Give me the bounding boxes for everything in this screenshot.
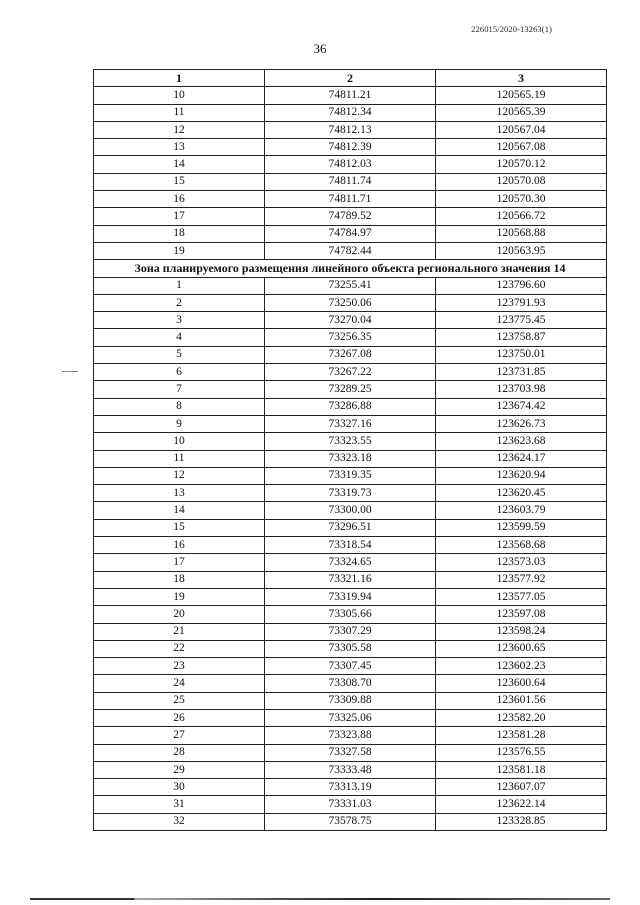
table-row <box>94 346 607 363</box>
point-number-cell: 32 <box>94 813 265 830</box>
y-coordinate-cell: 123599.59 <box>436 519 607 536</box>
x-coordinate-cell: 73270.04 <box>265 312 436 329</box>
table-row <box>94 658 607 675</box>
y-coordinate-cell: 120567.08 <box>436 139 607 156</box>
column-header-x: 2 <box>265 70 436 87</box>
table-row <box>94 156 607 173</box>
point-number-cell: 13 <box>94 139 265 156</box>
x-coordinate-cell: 73255.41 <box>265 277 436 294</box>
x-coordinate-cell: 73323.88 <box>265 727 436 744</box>
x-coordinate-cell: 73267.08 <box>265 346 436 363</box>
x-coordinate-cell: 73256.35 <box>265 329 436 346</box>
x-coordinate-cell: 73307.45 <box>265 658 436 675</box>
x-coordinate-cell: 74784.97 <box>265 225 436 242</box>
x-coordinate-cell: 73331.03 <box>265 796 436 813</box>
table-row <box>94 796 607 813</box>
table-row <box>94 727 607 744</box>
table-row <box>94 537 607 554</box>
section-title-row <box>94 260 607 277</box>
point-number-cell: 16 <box>94 191 265 208</box>
point-number-cell: 14 <box>94 156 265 173</box>
table-row <box>94 761 607 778</box>
y-coordinate-cell: 123576.55 <box>436 744 607 761</box>
x-coordinate-cell: 73321.16 <box>265 571 436 588</box>
table-row <box>94 312 607 329</box>
x-coordinate-cell: 73578.75 <box>265 813 436 830</box>
y-coordinate-cell: 123581.28 <box>436 727 607 744</box>
table-row <box>94 173 607 190</box>
table-row <box>94 588 607 605</box>
y-coordinate-cell: 123731.85 <box>436 364 607 381</box>
point-number-cell: 10 <box>94 87 265 104</box>
point-number-cell: 16 <box>94 537 265 554</box>
y-coordinate-cell: 123624.17 <box>436 450 607 467</box>
y-coordinate-cell: 120563.95 <box>436 242 607 259</box>
y-coordinate-cell: 123796.60 <box>436 277 607 294</box>
y-coordinate-cell: 123577.05 <box>436 588 607 605</box>
x-coordinate-cell: 73267.22 <box>265 364 436 381</box>
table-row <box>94 415 607 432</box>
x-coordinate-cell: 73305.58 <box>265 640 436 657</box>
y-coordinate-cell: 120570.30 <box>436 191 607 208</box>
table-row <box>94 485 607 502</box>
table-row <box>94 554 607 571</box>
table-row <box>94 104 607 121</box>
point-number-cell: 22 <box>94 640 265 657</box>
table-row <box>94 675 607 692</box>
x-coordinate-cell: 73333.48 <box>265 761 436 778</box>
table-row <box>94 450 607 467</box>
y-coordinate-cell: 123620.94 <box>436 467 607 484</box>
y-coordinate-cell: 123775.45 <box>436 312 607 329</box>
table-row <box>94 139 607 156</box>
y-coordinate-cell: 123703.98 <box>436 381 607 398</box>
point-number-cell: 3 <box>94 312 265 329</box>
table-row <box>94 623 607 640</box>
y-coordinate-cell: 123573.03 <box>436 554 607 571</box>
point-number-cell: 28 <box>94 744 265 761</box>
x-coordinate-cell: 74812.13 <box>265 121 436 138</box>
point-number-cell: 18 <box>94 225 265 242</box>
x-coordinate-cell: 73286.88 <box>265 398 436 415</box>
table-row <box>94 502 607 519</box>
x-coordinate-cell: 74811.71 <box>265 191 436 208</box>
y-coordinate-cell: 123328.85 <box>436 813 607 830</box>
y-coordinate-cell: 120565.39 <box>436 104 607 121</box>
x-coordinate-cell: 73296.51 <box>265 519 436 536</box>
y-coordinate-cell: 123607.07 <box>436 779 607 796</box>
y-coordinate-cell: 123750.01 <box>436 346 607 363</box>
point-number-cell: 17 <box>94 554 265 571</box>
y-coordinate-cell: 123620.45 <box>436 485 607 502</box>
table-row <box>94 692 607 709</box>
table-row <box>94 398 607 415</box>
margin-mark <box>62 371 78 372</box>
point-number-cell: 31 <box>94 796 265 813</box>
table-row <box>94 519 607 536</box>
point-number-cell: 2 <box>94 294 265 311</box>
x-coordinate-cell: 73318.54 <box>265 537 436 554</box>
table-row <box>94 640 607 657</box>
x-coordinate-cell: 73323.55 <box>265 433 436 450</box>
y-coordinate-cell: 123622.14 <box>436 796 607 813</box>
y-coordinate-cell: 123791.93 <box>436 294 607 311</box>
y-coordinate-cell: 123674.42 <box>436 398 607 415</box>
y-coordinate-cell: 123623.68 <box>436 433 607 450</box>
point-number-cell: 24 <box>94 675 265 692</box>
table-header-row <box>94 70 607 87</box>
table-row <box>94 709 607 726</box>
table-row <box>94 381 607 398</box>
y-coordinate-cell: 123758.87 <box>436 329 607 346</box>
point-number-cell: 12 <box>94 121 265 138</box>
y-coordinate-cell: 123600.65 <box>436 640 607 657</box>
table-row <box>94 225 607 242</box>
x-coordinate-cell: 73319.35 <box>265 467 436 484</box>
y-coordinate-cell: 123600.64 <box>436 675 607 692</box>
table-row <box>94 121 607 138</box>
column-header-point: 1 <box>94 70 265 87</box>
y-coordinate-cell: 123602.23 <box>436 658 607 675</box>
point-number-cell: 11 <box>94 450 265 467</box>
point-number-cell: 19 <box>94 588 265 605</box>
table-body-section <box>94 277 607 831</box>
table-row <box>94 191 607 208</box>
x-coordinate-cell: 74811.21 <box>265 87 436 104</box>
table-row <box>94 277 607 294</box>
point-number-cell: 20 <box>94 606 265 623</box>
point-number-cell: 15 <box>94 519 265 536</box>
x-coordinate-cell: 73307.29 <box>265 623 436 640</box>
table-row <box>94 294 607 311</box>
y-coordinate-cell: 123601.56 <box>436 692 607 709</box>
table-row <box>94 242 607 259</box>
point-number-cell: 23 <box>94 658 265 675</box>
y-coordinate-cell: 123582.20 <box>436 709 607 726</box>
x-coordinate-cell: 73325.06 <box>265 709 436 726</box>
point-number-cell: 30 <box>94 779 265 796</box>
x-coordinate-cell: 73319.94 <box>265 588 436 605</box>
document-id: 226015/2020-13263(1) <box>471 24 552 34</box>
page-number: 36 <box>313 41 327 56</box>
point-number-cell: 1 <box>94 277 265 294</box>
table-row <box>94 467 607 484</box>
y-coordinate-cell: 120570.08 <box>436 173 607 190</box>
x-coordinate-cell: 73319.73 <box>265 485 436 502</box>
x-coordinate-cell: 74789.52 <box>265 208 436 225</box>
y-coordinate-cell: 120568.88 <box>436 225 607 242</box>
point-number-cell: 13 <box>94 485 265 502</box>
point-number-cell: 12 <box>94 467 265 484</box>
x-coordinate-cell: 74812.34 <box>265 104 436 121</box>
y-coordinate-cell: 120566.72 <box>436 208 607 225</box>
table-row <box>94 208 607 225</box>
table-row <box>94 87 607 104</box>
y-coordinate-cell: 120570.12 <box>436 156 607 173</box>
table-row <box>94 813 607 830</box>
x-coordinate-cell: 74811.74 <box>265 173 436 190</box>
point-number-cell: 19 <box>94 242 265 259</box>
y-coordinate-cell: 123626.73 <box>436 415 607 432</box>
point-number-cell: 5 <box>94 346 265 363</box>
table-row <box>94 364 607 381</box>
x-coordinate-cell: 73324.65 <box>265 554 436 571</box>
y-coordinate-cell: 123568.68 <box>436 537 607 554</box>
point-number-cell: 10 <box>94 433 265 450</box>
point-number-cell: 25 <box>94 692 265 709</box>
x-coordinate-cell: 73323.18 <box>265 450 436 467</box>
x-coordinate-cell: 73250.06 <box>265 294 436 311</box>
point-number-cell: 7 <box>94 381 265 398</box>
point-number-cell: 8 <box>94 398 265 415</box>
y-coordinate-cell: 120565.19 <box>436 87 607 104</box>
x-coordinate-cell: 73289.25 <box>265 381 436 398</box>
point-number-cell: 27 <box>94 727 265 744</box>
x-coordinate-cell: 73305.66 <box>265 606 436 623</box>
x-coordinate-cell: 73309.88 <box>265 692 436 709</box>
point-number-cell: 11 <box>94 104 265 121</box>
point-number-cell: 14 <box>94 502 265 519</box>
table-row <box>94 433 607 450</box>
point-number-cell: 26 <box>94 709 265 726</box>
y-coordinate-cell: 123598.24 <box>436 623 607 640</box>
table-row <box>94 606 607 623</box>
table-row <box>94 329 607 346</box>
point-number-cell: 29 <box>94 761 265 778</box>
coordinates-table <box>93 69 607 831</box>
table-row <box>94 779 607 796</box>
x-coordinate-cell: 73308.70 <box>265 675 436 692</box>
table-row <box>94 744 607 761</box>
point-number-cell: 15 <box>94 173 265 190</box>
x-coordinate-cell: 73300.00 <box>265 502 436 519</box>
table-body-top <box>94 87 607 260</box>
x-coordinate-cell: 73327.58 <box>265 744 436 761</box>
scan-edge-line <box>30 898 610 900</box>
point-number-cell: 9 <box>94 415 265 432</box>
point-number-cell: 21 <box>94 623 265 640</box>
point-number-cell: 17 <box>94 208 265 225</box>
y-coordinate-cell: 123603.79 <box>436 502 607 519</box>
x-coordinate-cell: 73327.16 <box>265 415 436 432</box>
point-number-cell: 6 <box>94 364 265 381</box>
y-coordinate-cell: 120567.04 <box>436 121 607 138</box>
y-coordinate-cell: 123577.92 <box>436 571 607 588</box>
section-title: Зона планируемого размещения линейного объекта регионального значения 14 <box>94 260 607 277</box>
x-coordinate-cell: 74782.44 <box>265 242 436 259</box>
y-coordinate-cell: 123597.08 <box>436 606 607 623</box>
point-number-cell: 4 <box>94 329 265 346</box>
x-coordinate-cell: 73313.19 <box>265 779 436 796</box>
x-coordinate-cell: 74812.03 <box>265 156 436 173</box>
table-row <box>94 571 607 588</box>
x-coordinate-cell: 74812.39 <box>265 139 436 156</box>
y-coordinate-cell: 123581.18 <box>436 761 607 778</box>
column-header-y: 3 <box>436 70 607 87</box>
point-number-cell: 18 <box>94 571 265 588</box>
